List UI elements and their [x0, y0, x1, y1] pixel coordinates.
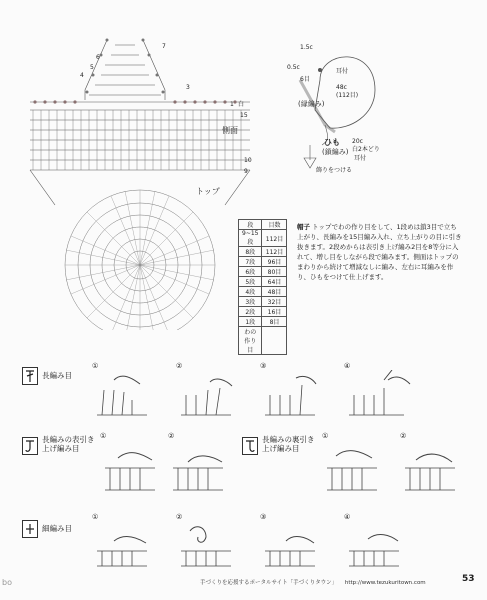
stitch-step: [176, 513, 236, 575]
table-cell: 16目: [262, 307, 287, 317]
hat-measure: 48c: [336, 84, 347, 91]
row-number: 6: [96, 54, 100, 61]
table-header: 段: [239, 220, 262, 230]
table-cell: 7段: [239, 257, 262, 267]
table-row: [239, 327, 287, 355]
string-color: 白2本どり: [352, 146, 380, 153]
hat-illustration: [280, 40, 390, 180]
step-number: ①: [100, 432, 107, 440]
row-number: 7: [162, 43, 166, 50]
tassel-note: 飾りをつける: [316, 167, 353, 174]
stitch-name: 細編み目: [42, 524, 72, 533]
instructions-heading: 帽子: [297, 223, 310, 231]
stitch-symbol: [22, 520, 38, 538]
table-row: [239, 267, 287, 277]
top-label: トップ: [196, 187, 220, 196]
step-number: ①: [322, 432, 329, 440]
table-cell: 48目: [262, 287, 287, 297]
string-title: ひも: [324, 138, 340, 147]
table-row: [239, 297, 287, 307]
step-number: ③: [260, 362, 267, 370]
table-cell: 9~15段: [239, 230, 262, 247]
step-number: ①: [92, 362, 99, 370]
step-number: ①: [92, 513, 99, 521]
table-row: [239, 230, 287, 247]
step-number: ②: [176, 513, 183, 521]
stitch-step: [176, 362, 236, 424]
step-number: ④: [344, 362, 351, 370]
page-number: 53: [462, 574, 475, 584]
crochet-chart: [15, 30, 275, 330]
table-row: [239, 287, 287, 297]
brim-label: (縁編み): [298, 100, 325, 108]
row-number: 3: [186, 84, 190, 91]
stitch-step: [322, 432, 382, 499]
hat-measure: (112目): [336, 92, 359, 99]
instructions-text: [297, 222, 462, 282]
row-number: 9: [244, 168, 248, 175]
string-note: 耳付: [354, 155, 367, 162]
watermark: bo: [2, 578, 12, 587]
table-cell: [262, 327, 287, 355]
stitch-step: [92, 513, 152, 575]
stitch-step: [400, 432, 460, 499]
stitch-step: [260, 362, 320, 424]
table-cell: 112目: [262, 247, 287, 257]
footer-site: [200, 578, 426, 586]
table-cell: 6段: [239, 267, 262, 277]
stitch-name: 長編み目: [42, 371, 72, 380]
footer-url[interactable]: http://www.tezukuritown.com: [344, 580, 426, 586]
row-number: 10: [244, 157, 252, 164]
table-cell: 8目: [262, 317, 287, 327]
table-cell: 32目: [262, 297, 287, 307]
stitch-step: [100, 432, 160, 499]
table-cell: 8段: [239, 247, 262, 257]
step-number: ②: [176, 362, 183, 370]
table-row: [239, 257, 287, 267]
row-number: 4: [80, 72, 84, 79]
row-number: 1: [230, 101, 234, 108]
string-subtitle: (鎖編み): [322, 148, 349, 156]
table-row: [239, 307, 287, 317]
hat-measure: 6目: [300, 76, 310, 83]
stitch-name: 長編みの表引き上げ編み目: [42, 435, 95, 453]
table-cell: 96目: [262, 257, 287, 267]
stitch-step: [92, 362, 152, 424]
hat-measure: 1.5c: [300, 44, 313, 51]
table-cell: 64目: [262, 277, 287, 287]
stitch-symbol: [242, 437, 258, 455]
side-label: 側面: [222, 126, 238, 135]
border-color-label: 白: [238, 101, 245, 108]
table-row: [239, 247, 287, 257]
stitch-count-table: [238, 219, 287, 355]
table-row: [239, 317, 287, 327]
step-number: ③: [260, 513, 267, 521]
stitch-symbol: [22, 367, 38, 385]
table-cell: 2段: [239, 307, 262, 317]
hat-measure: 0.5c: [287, 64, 300, 71]
step-number: ②: [168, 432, 175, 440]
string-length: 20c: [352, 138, 363, 145]
step-number: ④: [344, 513, 351, 521]
stitch-step: [260, 513, 320, 575]
stitch-symbol: [22, 437, 38, 455]
table-row: [239, 277, 287, 287]
table-cell: 4段: [239, 287, 262, 297]
table-header: 目数: [262, 220, 287, 230]
table-cell: 80目: [262, 267, 287, 277]
step-number: ②: [400, 432, 407, 440]
stitch-step: [344, 513, 404, 575]
table-cell: 5段: [239, 277, 262, 287]
table-cell: 1段: [239, 317, 262, 327]
footer-site-name: 手づくりを応援するポータルサイト「手づくりタウン」: [200, 580, 338, 586]
stitch-name: 長編みの裏引き上げ編み目: [262, 435, 315, 453]
table-cell: わの作り目: [239, 327, 262, 355]
instructions-body: トップでわの作り目をして、1段めは鎖3目で立ち上がり、長編みを15目編み入れ、立ち上がりの目に引き抜きます。2段めからは表引き上げ編み2目を8等分に入れて、増し目をしながら段で編みます。側面はトップのまわりから続けて増減なしに編み、左右に耳編みを作り、ひもをつけて仕上げます。: [297, 223, 462, 281]
stitch-step: [168, 432, 228, 499]
table-cell: 112目: [262, 230, 287, 247]
row-number: 15: [240, 112, 248, 119]
row-number: 5: [90, 64, 94, 71]
table-cell: 3段: [239, 297, 262, 307]
hat-ear-label: 耳付: [336, 68, 349, 75]
table-header-row: [239, 220, 287, 230]
stitch-step: [344, 362, 414, 424]
